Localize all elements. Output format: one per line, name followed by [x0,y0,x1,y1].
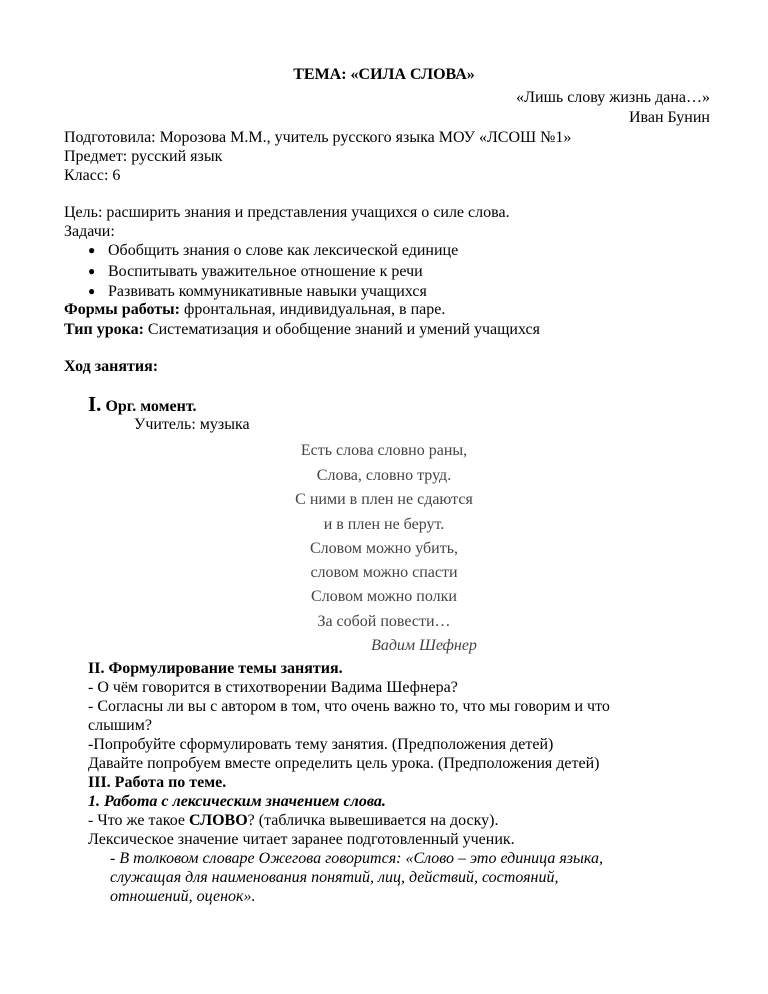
word-question: - Что же такое СЛОВО? (табличка вывешивается на доску). [88,812,499,829]
dictionary-quote-line: - В толковом словаре Ожегова говорится: «Слово – это единица языка, [110,850,603,867]
epigraph-quote: «Лишь слову жизнь дана…» [516,89,710,106]
section-3-subtitle: 1. Работа с лексическим значением слова. [88,793,386,810]
bullet-icon: ● [88,243,96,257]
poem-line: Слова, словно труд. [316,467,452,484]
section-2-line: Давайте попробуем вместе определить цель урока. (Предположения детей) [88,755,600,772]
page-title: ТЕМА: «СИЛА СЛОВА» [293,66,475,83]
poem-line: Словом можно полки [311,588,457,605]
tasks-label: Задачи: [64,223,115,240]
goal: Цель: расширить знания и представления учащихся о силе слова. [64,204,510,221]
dictionary-quote-line: отношений, оценок». [110,888,256,905]
poem-line: Есть слова словно раны, [300,442,468,459]
poem-line: Словом можно убить, [309,540,459,557]
lesson-type: Тип урока: Систематизация и обобщение знаний и умений учащихся [64,321,540,338]
subject: Предмет: русский язык [64,148,223,165]
bullet-icon: ● [88,264,96,278]
grade: Класс: 6 [64,167,121,184]
bullet-icon: ● [88,284,96,298]
section-2-line: - О чём говорится в стихотворении Вадима Шефнера? [88,679,458,696]
reader-note: Лексическое значение читает заранее подготовленный ученик. [88,831,515,848]
section-2-line: -Попробуйте сформулировать тему занятия. (Предположения детей) [88,736,554,753]
task-item: ● Воспитывать уважительное отношение к речи [88,263,423,280]
poem-author: Вадим Шефнер [371,637,477,654]
section-2-heading: II. Формулирование темы занятия. [88,660,343,677]
prepared-by: Подготовила: Морозова М.М., учитель русского языка МОУ «ЛСОШ №1» [64,129,572,146]
section-2-line: слышим? [88,717,152,734]
task-item: ● Обобщить знания о слове как лексической единице [88,242,459,259]
work-forms: Формы работы: фронтальная, индивидуальная, в паре. [64,301,446,318]
poem-line: За собой повести… [317,613,451,630]
teacher-music: Учитель: музыка [134,416,250,433]
dictionary-quote-line: служащая для наименования понятий, лиц, действий, состояний, [110,869,559,886]
epigraph-author: Иван Бунин [628,109,710,126]
poem-line: и в плен не берут. [323,516,445,533]
poem-line: словом можно спасти [310,564,458,581]
poem-line: С ними в плен не сдаются [295,491,473,508]
section-2-line: - Согласны ли вы с автором в том, что очень важно то, что мы говорим и что [88,698,610,715]
section-1-heading: I. Орг. момент. [88,392,197,416]
task-item: ● Развивать коммуникативные навыки учащихся [88,283,427,300]
course-heading: Ход занятия: [64,358,159,375]
section-3-heading: III. Работа по теме. [88,774,227,791]
